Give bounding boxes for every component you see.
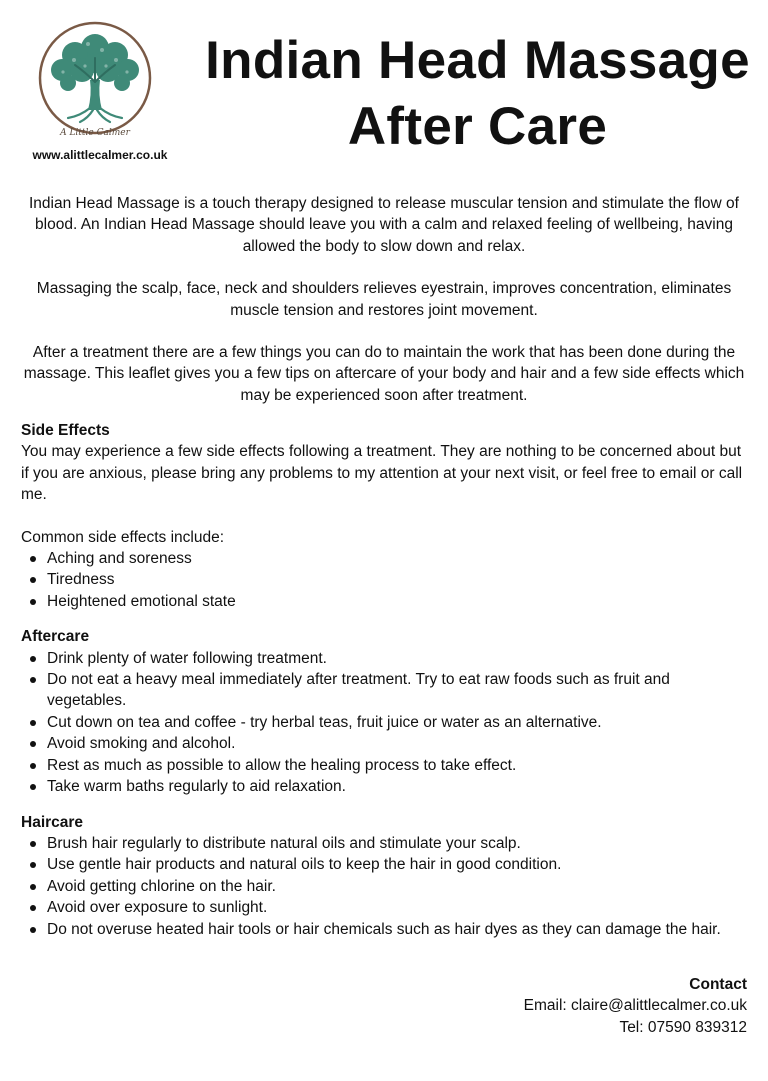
contact-block xyxy=(347,974,747,1038)
tree-icon xyxy=(30,20,160,145)
logo-script-text: A Little Calmer xyxy=(60,128,130,138)
side-effects-heading: Side Effects xyxy=(21,422,110,439)
haircare-heading: Haircare xyxy=(21,813,84,831)
intro-paragraph: After a treatment there are a few things you can do to maintain the work that has been done during the massage. This leaflet gives you a few tips on aftercare of your body and hair and a few side effects which may be experienced soon after treatment. xyxy=(23,344,745,404)
website-url[interactable]: www.alittlecalmer.co.uk xyxy=(32,148,168,162)
aftercare-list xyxy=(21,648,748,798)
list-item: Do not eat a heavy meal immediately after treatment. Try to eat raw foods such as fruit and vegetables. xyxy=(21,669,748,712)
list-item: Take warm baths regularly to aid relaxation. xyxy=(21,776,748,797)
header xyxy=(0,0,768,175)
list-item: Heightened emotional state xyxy=(21,591,748,612)
list-item: Avoid smoking and alcohol. xyxy=(21,733,748,754)
list-item: Tiredness xyxy=(21,569,748,590)
content-body xyxy=(21,420,748,954)
intro-section xyxy=(20,193,748,427)
page-title xyxy=(200,28,755,160)
list-item: Aching and soreness xyxy=(21,548,748,569)
title-line-1: Indian Head Massage xyxy=(205,31,750,90)
list-item: Do not overuse heated hair tools or hair chemicals such as hair dyes as they can damage the hair. xyxy=(21,919,748,940)
intro-paragraph: Massaging the scalp, face, neck and shoulders relieves eyestrain, improves concentration, eliminates muscle tension and restores joint movement. xyxy=(36,280,732,319)
common-side-effects-label: Common side effects include: xyxy=(21,528,225,546)
tree-of-life-logo xyxy=(30,20,160,145)
list-item: Rest as much as possible to allow the healing process to take effect. xyxy=(21,755,748,776)
haircare-list xyxy=(21,833,748,940)
list-item: Drink plenty of water following treatment. xyxy=(21,648,748,669)
title-line-2: After Care xyxy=(347,97,608,156)
list-item: Cut down on tea and coffee - try herbal teas, fruit juice or water as an alternative. xyxy=(21,712,748,733)
contact-phone[interactable]: Tel: 07590 839312 xyxy=(619,1018,747,1036)
list-item: Avoid over exposure to sunlight. xyxy=(21,897,748,918)
list-item: Brush hair regularly to distribute natural oils and stimulate your scalp. xyxy=(21,833,748,854)
contact-heading: Contact xyxy=(689,976,747,993)
side-effects-list xyxy=(21,548,748,612)
side-effects-text: You may experience a few side effects following a treatment. They are nothing to be concerned about but if you are anxious, please bring any problems to my attention at your next visit, or feel free to email or call me. xyxy=(21,443,743,504)
intro-paragraph: Indian Head Massage is a touch therapy designed to release muscular tension and stimulate the flow of blood. An Indian Head Massage should leave you with a calm and relaxed feeling of wellbeing, having allowed the body to slow down and relax. xyxy=(29,195,739,255)
list-item: Use gentle hair products and natural oils to keep the hair in good condition. xyxy=(21,854,748,875)
aftercare-heading: Aftercare xyxy=(21,628,90,646)
contact-email[interactable]: Email: claire@alittlecalmer.co.uk xyxy=(523,997,747,1015)
list-item: Avoid getting chlorine on the hair. xyxy=(21,876,748,897)
